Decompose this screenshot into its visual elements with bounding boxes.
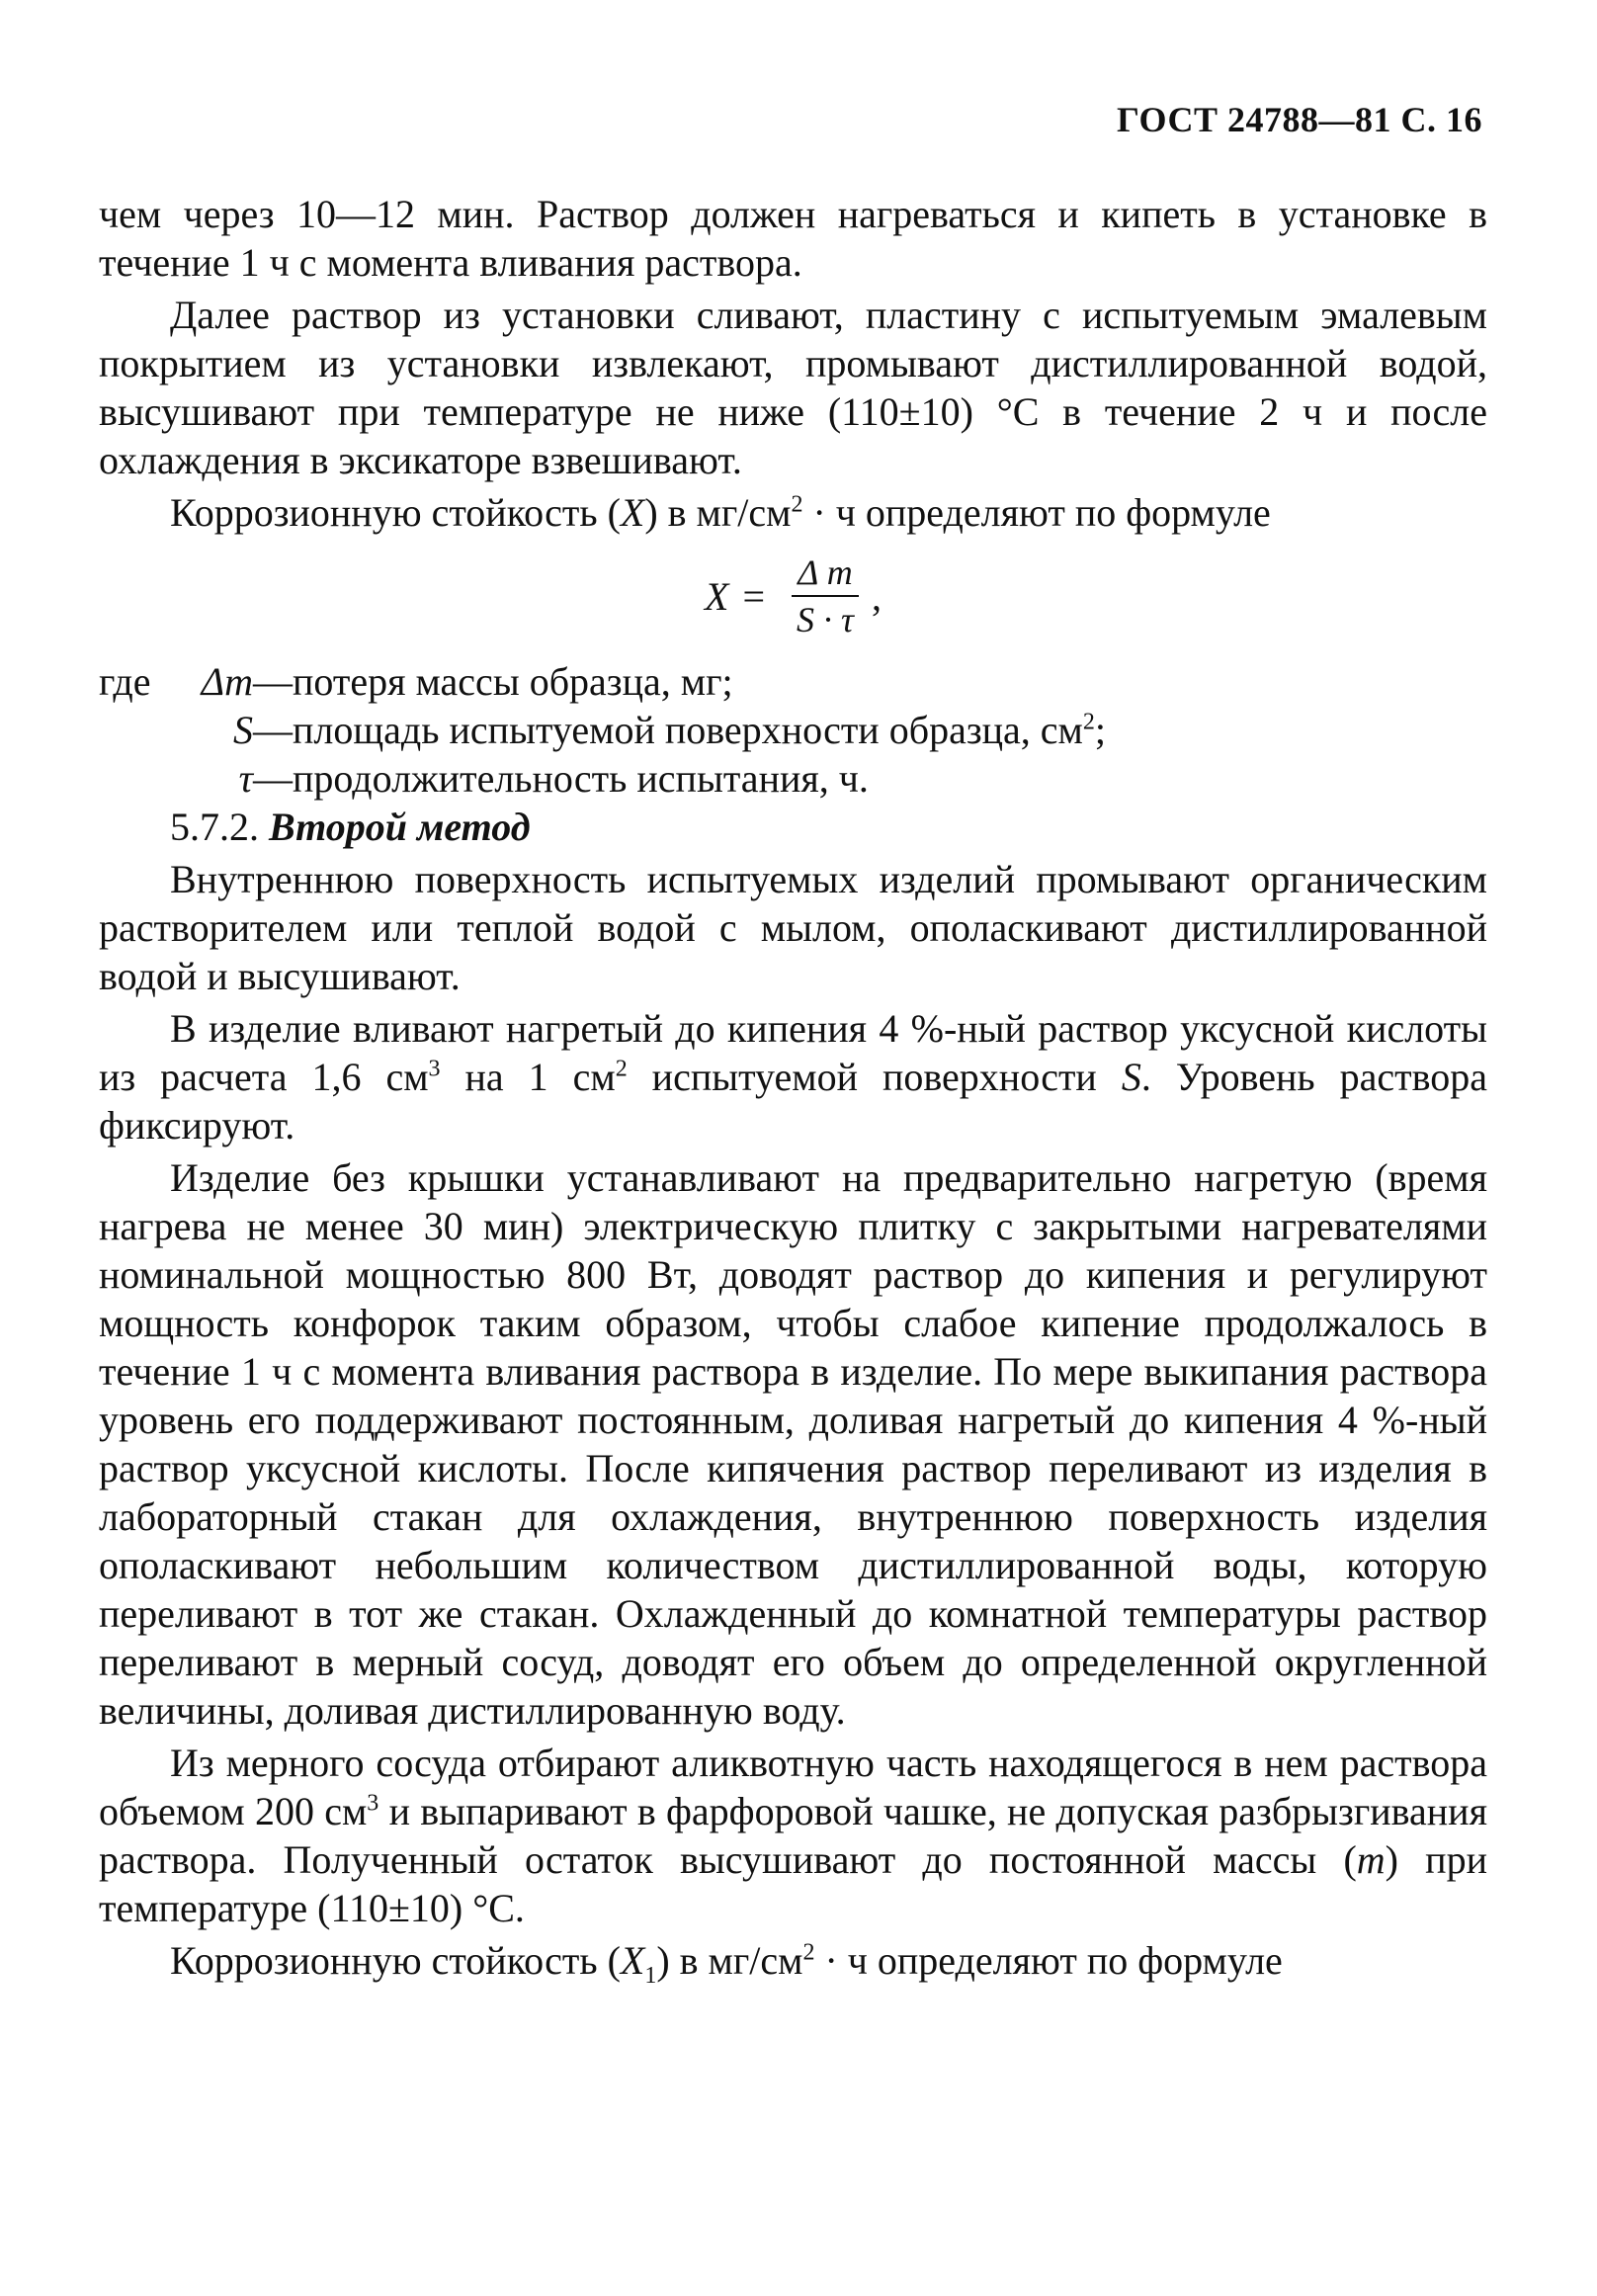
- paragraph-2: Далее раствор из установки сливают, пластину с испытуемым эмалевым покрытием из установки извлекают, промывают дистиллированной водой, высушивают при температуре не ниже (110±10) °С в течение 2 ч и после охлаждения в эксикаторе взвешивают.: [99, 293, 1487, 482]
- formula-1-fraction: [791, 552, 860, 640]
- formula-1-denominator: S · τ: [797, 600, 854, 639]
- section-number: 5.7.2.: [170, 805, 259, 849]
- section-heading: [99, 803, 1487, 851]
- formula-1-lhs: X: [705, 573, 729, 619]
- formula-1: [99, 543, 1487, 649]
- legend-symbol: Δm: [201, 659, 253, 704]
- page-header: ГОСТ 24788—81 С. 16: [1117, 100, 1482, 139]
- p3-sup: 2: [791, 491, 803, 518]
- paragraph-6: Изделие без крышки устанавливают на предварительно нагретую (время нагрева не менее 30 мин) электрическую плитку с закрытыми нагревателями номинальной мощностью 800 Вт, доводят раствор до кипения и регулируют мощность конфорок таким образом, чтобы слабое кипение продолжалось в течение 1 ч с момента вливания раствора в изделие. По мере выкипания раствора уровень его поддерживают постоянным, доливая нагретый до кипения 4 %-ный раствор уксусной кислоты. После кипячения раствор переливают из изделия в лабораторный стакан для охлаждения, внутреннюю поверхность изделия ополаскивают небольшим количеством дистиллированной воды, которую переливают в тот же стакан. Охлажденный до комнатной температуры раствор переливают в мерный сосуд, доводят его объем до определенной округленной величины, доливая дистиллированную воду.: [99, 1155, 1487, 1733]
- legend-text: —потеря массы образца, мг;: [253, 659, 733, 704]
- paragraph-5: В изделие вливают нагретый до кипения 4 %-ный раствор уксусной кислоты из расчета 1,6 $см^3$ на 1 $см^2$ испытуемой поверхности S. Уровень раствора фиксируют.: [99, 1006, 1488, 1148]
- p3-var: X: [620, 490, 645, 535]
- p3-mid: ) в мг/см: [644, 490, 792, 535]
- formula-legend: [99, 657, 1487, 803]
- legend-row: [99, 706, 1487, 754]
- formula-1-numerator: Δ m: [792, 552, 858, 597]
- legend-row: [99, 754, 1487, 803]
- legend-symbol: τ: [238, 756, 253, 801]
- paragraph-3: [99, 488, 1487, 537]
- legend-symbol: S: [233, 708, 253, 752]
- legend-row: [99, 657, 1487, 706]
- paragraph-7: Из мерного сосуда отбирают аликвотную часть находящегося в нем раствора объемом 200 $см^3$ и выпаривают в фарфоровой чашке, не допуская разбрызгивания раствора. Полученный остаток высушивают до постоянной массы (m) при температуре (110±10) °С.: [99, 1741, 1487, 1930]
- legend-text: —продолжительность испытания, ч.: [253, 756, 869, 801]
- p3-post: · ч определяют по формуле: [802, 490, 1271, 535]
- section-title: Второй метод: [269, 805, 531, 849]
- legend-text: —площадь испытуемой поверхности образца, $см^2$;: [253, 708, 1106, 752]
- formula-1-eq: =: [742, 573, 766, 619]
- document-body: [99, 190, 1487, 1989]
- formula-1-tail: ,: [871, 573, 882, 619]
- p3-pre: Коррозионную стойкость (: [170, 490, 621, 535]
- paragraph-8: Коррозионную стойкость $(X_1)$ в $мг/см^2 \cdot ч$ определяют по формуле: [170, 1938, 1283, 1989]
- legend-prefix: где: [99, 659, 151, 704]
- paragraph-4: Внутреннюю поверхность испытуемых изделий промывают органическим растворителем или теплой водой с мылом, ополаскивают дистиллированной водой и высушивают.: [99, 857, 1487, 998]
- paragraph-1: чем через 10—12 мин. Раствор должен нагреваться и кипеть в установке в течение 1 ч с момента вливания раствора.: [99, 192, 1487, 285]
